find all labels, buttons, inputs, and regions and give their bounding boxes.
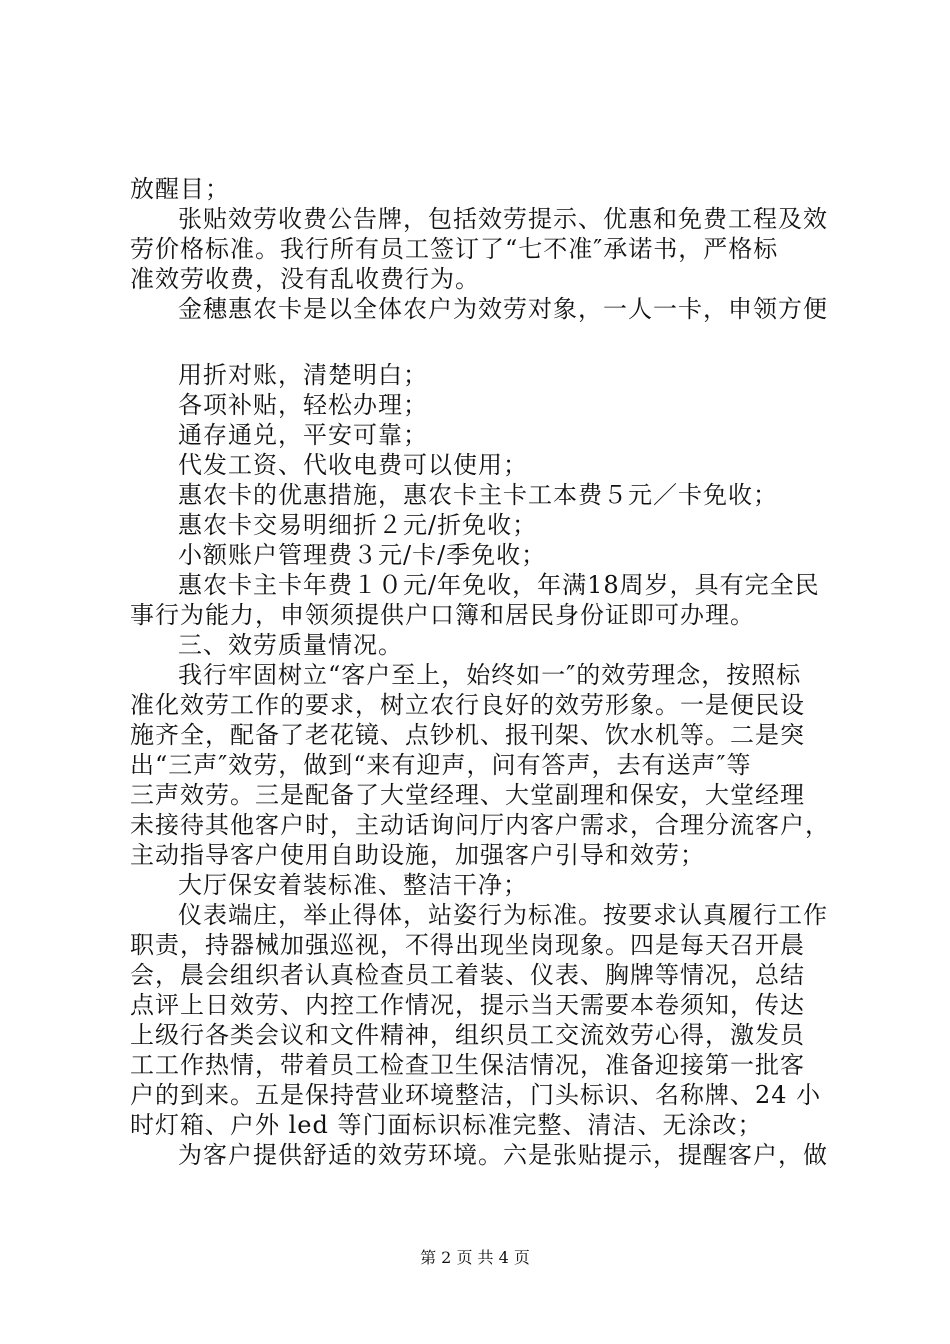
text-line: 三声效劳。三是配备了大堂经理、大堂副理和保安，大堂经理 — [130, 781, 805, 809]
text-line: 事行为能力，申领须提供户口簿和居民身份证即可办理。 — [130, 601, 755, 629]
document-body — [130, 174, 830, 1170]
text-line: 工工作热情，带着员工检查卫生保洁情况，准备迎接第一批客 — [130, 1051, 805, 1079]
text-line: 时灯箱、户外 led 等门面标识标准完整、清洁、无涂改； — [130, 1111, 763, 1139]
text-line: 金穗惠农卡是以全体农户为效劳对象，一人一卡，申领方便 — [178, 295, 828, 323]
text-line: 大厅保安着装标准、整洁干净； — [178, 871, 528, 899]
text-line: 准化效劳工作的要求，树立农行良好的效劳形象。一是便民设 — [130, 691, 805, 719]
text-line: 准效劳收费，没有乱收费行为。 — [130, 265, 480, 293]
text-line: 我行牢固树立“客户至上，始终如一″的效劳理念，按照标 — [178, 661, 802, 689]
text-line: 惠农卡主卡年费１０元/年免收，年满18周岁，具有完全民 — [178, 571, 820, 599]
text-line: 施齐全，配备了老花镜、点钞机、报刊架、饮水机等。二是突 — [130, 721, 805, 749]
text-line: 代发工资、代收电费可以使用； — [178, 451, 528, 479]
text-line: 放醒目； — [130, 175, 230, 203]
page-footer: 第 2 页 共 4 页 — [420, 1248, 530, 1267]
text-line: 惠农卡的优惠措施，惠农卡主卡工本费５元／卡免收； — [178, 481, 778, 509]
text-line: 点评上日效劳、内控工作情况，提示当天需要本卷须知，传达 — [130, 991, 805, 1019]
text-line: 上级行各类会议和文件精神，组织员工交流效劳心得，激发员 — [130, 1021, 805, 1049]
text-line: 各项补贴，轻松办理； — [178, 391, 428, 419]
text-line: 惠农卡交易明细折２元/折免收； — [178, 511, 538, 539]
text-line: 劳价格标准。我行所有员工签订了“七不准″承诺书，严格标 — [130, 235, 779, 263]
text-line: 小额账户管理费３元/卡/季免收； — [178, 541, 547, 569]
text-line: 仪表端庄，举止得体，站姿行为标准。按要求认真履行工作 — [178, 901, 828, 929]
text-line: 张贴效劳收费公告牌，包括效劳提示、优惠和免费工程及效 — [178, 205, 828, 233]
text-line: 主动指导客户使用自助设施，加强客户引导和效劳； — [130, 841, 705, 869]
text-line: 户的到来。五是保持营业环境整洁，门头标识、名称牌、24 小 — [130, 1081, 822, 1109]
text-line: 三、效劳质量情况。 — [178, 631, 403, 659]
text-line: 未接待其他客户时，主动话询问厅内客户需求，合理分流客户， — [130, 811, 830, 839]
text-line: 职责，持器械加强巡视，不得出现坐岗现象。四是每天召开晨 — [130, 931, 805, 959]
paragraph-gap — [130, 324, 830, 360]
text-line: 会，晨会组织者认真检查员工着装、仪表、胸牌等情况，总结 — [130, 961, 805, 989]
text-line: 为客户提供舒适的效劳环境。六是张贴提示，提醒客户，做 — [178, 1141, 828, 1169]
text-line: 用折对账，清楚明白； — [178, 361, 428, 389]
text-line: 出“三声″效劳，做到“来有迎声，问有答声，去有送声″等 — [130, 751, 752, 779]
text-line: 通存通兑，平安可靠； — [178, 421, 428, 449]
